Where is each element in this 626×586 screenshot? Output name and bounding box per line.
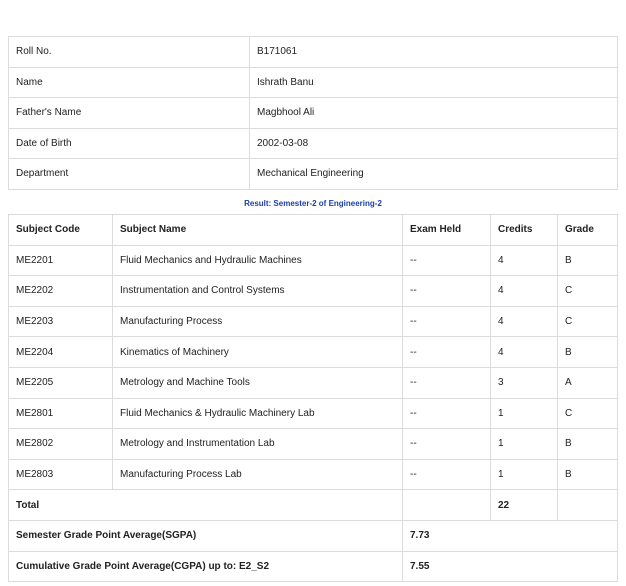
result-title: Result: Semester-2 of Engineering-2 (244, 199, 382, 208)
credits: 1 (491, 398, 558, 429)
field-value: Ishrath Banu (250, 67, 618, 98)
table-row (9, 245, 618, 276)
field-label: Father's Name (9, 98, 250, 129)
grades-header-row (9, 215, 618, 246)
subject-name: Fluid Mechanics and Hydraulic Machines (113, 245, 403, 276)
table-row (9, 429, 618, 460)
field-value: Magbhool Ali (250, 98, 618, 129)
total-grade-empty (558, 490, 618, 521)
exam-held: -- (403, 306, 491, 337)
roll-no-row (9, 37, 618, 68)
subject-code: ME2203 (9, 306, 113, 337)
credits: 3 (491, 367, 558, 398)
total-credits: 22 (491, 490, 558, 521)
subject-name: Metrology and Instrumentation Lab (113, 429, 403, 460)
grade: A (558, 367, 618, 398)
table-row (9, 337, 618, 368)
father-name-row (9, 98, 618, 129)
subject-name: Manufacturing Process Lab (113, 459, 403, 490)
total-label: Total (9, 490, 403, 521)
cgpa-label: Cumulative Grade Point Average(CGPA) up to: E2_S2 (9, 551, 403, 582)
field-label: Date of Birth (9, 128, 250, 159)
department-row (9, 159, 618, 190)
exam-held: -- (403, 276, 491, 307)
date-of-birth-row (9, 128, 618, 159)
credits: 1 (491, 459, 558, 490)
field-value: Mechanical Engineering (250, 159, 618, 190)
exam-held: -- (403, 459, 491, 490)
subject-name: Manufacturing Process (113, 306, 403, 337)
header-credits: Credits (491, 215, 558, 246)
credits: 4 (491, 337, 558, 368)
exam-held: -- (403, 429, 491, 460)
header-subject-code: Subject Code (9, 215, 113, 246)
exam-held: -- (403, 367, 491, 398)
subject-code: ME2803 (9, 459, 113, 490)
field-label: Department (9, 159, 250, 190)
header-subject-name: Subject Name (113, 215, 403, 246)
subject-code: ME2802 (9, 429, 113, 460)
subject-name: Instrumentation and Control Systems (113, 276, 403, 307)
subject-name: Fluid Mechanics & Hydraulic Machinery Lab (113, 398, 403, 429)
grade: B (558, 337, 618, 368)
grades-table (8, 214, 618, 582)
total-exam-empty (403, 490, 491, 521)
credits: 4 (491, 306, 558, 337)
grade: B (558, 245, 618, 276)
grade: C (558, 306, 618, 337)
credits: 4 (491, 245, 558, 276)
grade: B (558, 429, 618, 460)
grade: C (558, 398, 618, 429)
table-row (9, 367, 618, 398)
total-row (9, 490, 618, 521)
subject-name: Kinematics of Machinery (113, 337, 403, 368)
field-label: Roll No. (9, 37, 250, 68)
exam-held: -- (403, 398, 491, 429)
sgpa-value: 7.73 (403, 520, 618, 551)
sgpa-label: Semester Grade Point Average(SGPA) (9, 520, 403, 551)
subject-code: ME2801 (9, 398, 113, 429)
header-exam-held: Exam Held (403, 215, 491, 246)
cgpa-row (9, 551, 618, 582)
table-row (9, 306, 618, 337)
credits: 1 (491, 429, 558, 460)
field-value: B171061 (250, 37, 618, 68)
subject-code: ME2202 (9, 276, 113, 307)
table-row (9, 398, 618, 429)
subject-code: ME2204 (9, 337, 113, 368)
exam-held: -- (403, 245, 491, 276)
name-row (9, 67, 618, 98)
sgpa-row (9, 520, 618, 551)
credits: 4 (491, 276, 558, 307)
table-row (9, 459, 618, 490)
cgpa-value: 7.55 (403, 551, 618, 582)
subject-name: Metrology and Machine Tools (113, 367, 403, 398)
field-label: Name (9, 67, 250, 98)
field-value: 2002-03-08 (250, 128, 618, 159)
grade: B (558, 459, 618, 490)
grade: C (558, 276, 618, 307)
student-info-table (8, 36, 618, 190)
exam-held: -- (403, 337, 491, 368)
subject-code: ME2205 (9, 367, 113, 398)
header-grade: Grade (558, 215, 618, 246)
table-row (9, 276, 618, 307)
subject-code: ME2201 (9, 245, 113, 276)
